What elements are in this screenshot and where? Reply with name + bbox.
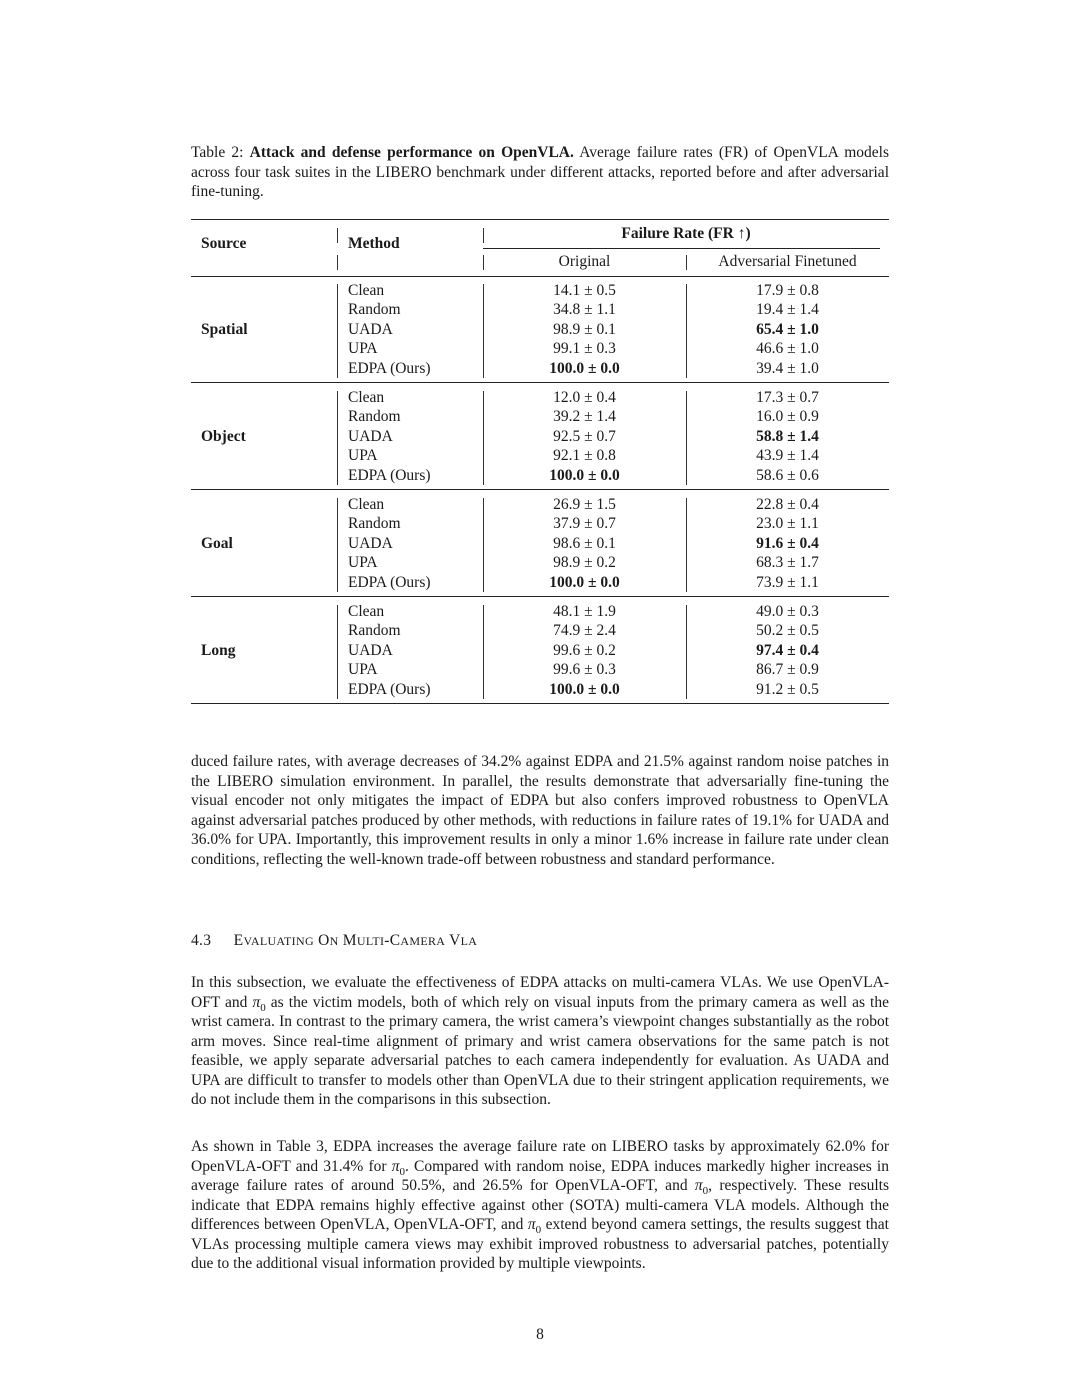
cell-adversarial: 17.9 ± 0.8 xyxy=(756,282,819,299)
table-subheader-rule xyxy=(483,248,880,249)
paragraph-1-text: duced failure rates, with average decreases of 34.2% against EDPA and 21.5% against random noise patches in the LIBERO simulation environment. In parallel, the results demonstrate that adversarially fine-tuning the visual encoder not only mitigates the impact of EDPA but also confers improved robustness to OpenVLA against adversarial patches produced by other methods, with reductions in failure rates of 19.1% for UADA and 36.0% for UPA. Importantly, this improvement results in only a minor 1.6% increase in failure rate under clean conditions, reflecting the well-known trade-off between robustness and standard performance. xyxy=(191,753,889,868)
cell-adversarial: 58.6 ± 0.6 xyxy=(756,466,819,484)
cell-method: Random xyxy=(348,301,401,319)
cell-method: UADA xyxy=(348,320,393,338)
cell-adversarial: 86.7 ± 0.9 xyxy=(756,661,819,679)
paragraph-3-part: , respectively. These results indicate that EDPA remains highly effective against other (SOTA) multi-camera VLA models. Although the differences between OpenVLA, OpenVLA-OFT, and xyxy=(191,1177,889,1233)
cell-method: Clean xyxy=(348,496,385,513)
cell-original: 26.9 ± 1.5 xyxy=(553,496,616,513)
header-adversarial: Adversarial Finetuned xyxy=(718,253,857,270)
cell-original: 92.5 ± 0.7 xyxy=(553,427,616,445)
cell-method: Random xyxy=(348,515,401,533)
column-divider xyxy=(337,605,338,699)
cell-original: 99.6 ± 0.2 xyxy=(553,641,616,659)
cell-original: 14.1 ± 0.5 xyxy=(553,282,616,299)
column-divider xyxy=(337,498,338,592)
table-bottom-rule xyxy=(191,703,889,704)
cell-adversarial: 91.2 ± 0.5 xyxy=(756,680,819,698)
cell-original: 34.8 ± 1.1 xyxy=(553,301,616,319)
header-source: Source xyxy=(201,235,247,252)
column-divider xyxy=(686,391,687,485)
group-rule xyxy=(191,596,889,597)
column-divider xyxy=(686,605,687,699)
cell-source: Goal xyxy=(201,534,233,552)
cell-original: 12.0 ± 0.4 xyxy=(553,389,616,406)
cell-method: EDPA (Ours) xyxy=(348,680,431,698)
paragraph-2-part: as the victim models, both of which rely on visual inputs from the primary camera as well as the wrist camera. In contrast to the primary camera, the wrist camera’s viewpoint changes substantially as the robot arm moves. Since real-time alignment of primary and wrist camera observations for the same patch is not feasible, we apply separate adversarial patches to each camera independently for evaluation. As UADA and UPA are difficult to transfer to models other than OpenVLA due to their stringent application requirements, we do not include them in the comparisons in this subsection. xyxy=(191,993,889,1108)
pi-symbol: π xyxy=(527,1216,536,1233)
section-title: EVALUATING ON MULTI-CAMERA VLA xyxy=(233,932,478,949)
cell-method: UADA xyxy=(348,534,393,552)
paragraph-2-part: In this subsection, we evaluate the effectiveness of EDPA attacks on multi-camera VLAs. We use OpenVLA-OFT and xyxy=(191,974,889,1011)
cell-method: Random xyxy=(348,622,401,640)
column-divider xyxy=(337,284,338,378)
cell-method: UPA xyxy=(348,340,378,358)
cell-adversarial: 22.8 ± 0.4 xyxy=(756,496,819,513)
cell-original: 98.9 ± 0.1 xyxy=(553,320,616,338)
cell-adversarial: 58.8 ± 1.4 xyxy=(756,427,819,445)
cell-original: 99.6 ± 0.3 xyxy=(553,661,616,679)
pi-subscript: 0 xyxy=(535,1224,542,1237)
cell-original: 37.9 ± 0.7 xyxy=(553,515,616,533)
table-header-rule xyxy=(191,276,889,277)
cell-original: 100.0 ± 0.0 xyxy=(549,466,620,484)
cell-adversarial: 50.2 ± 0.5 xyxy=(756,622,819,640)
caption-label: Table 2: xyxy=(191,144,244,161)
cell-adversarial: 68.3 ± 1.7 xyxy=(756,554,819,572)
cell-adversarial: 49.0 ± 0.3 xyxy=(756,603,819,620)
section-heading xyxy=(191,931,889,951)
cell-original: 92.1 ± 0.8 xyxy=(553,447,616,465)
cell-method: EDPA (Ours) xyxy=(348,466,431,484)
cell-original: 98.6 ± 0.1 xyxy=(553,534,616,552)
cell-adversarial: 73.9 ± 1.1 xyxy=(756,573,819,591)
cell-adversarial: 97.4 ± 0.4 xyxy=(756,641,819,659)
cell-method: UADA xyxy=(348,427,393,445)
column-divider xyxy=(686,284,687,378)
cell-original: 100.0 ± 0.0 xyxy=(549,680,620,698)
cell-adversarial: 17.3 ± 0.7 xyxy=(756,389,819,406)
cell-source: Object xyxy=(201,427,246,445)
cell-adversarial: 19.4 ± 1.4 xyxy=(756,301,819,319)
paragraph-2 xyxy=(191,973,889,1110)
column-divider xyxy=(686,498,687,592)
cell-method: Clean xyxy=(348,603,385,620)
paragraph-3-part: As shown in Table 3, EDPA increases the average failure rate on LIBERO tasks by approximately 62.0% for OpenVLA-OFT and 31.4% for xyxy=(191,1138,889,1175)
cell-method: Random xyxy=(348,408,401,426)
pi-symbol: π xyxy=(391,1157,400,1175)
group-rule xyxy=(191,489,889,490)
cell-method: UPA xyxy=(348,554,378,572)
section-number: 4.3 xyxy=(191,932,212,949)
cell-adversarial: 91.6 ± 0.4 xyxy=(756,534,819,552)
cell-method: Clean xyxy=(348,389,385,406)
pi-subscript: 0 xyxy=(702,1185,709,1198)
column-divider xyxy=(337,391,338,485)
header-vline xyxy=(337,255,338,270)
header-failure-rate: Failure Rate (FR ↑) xyxy=(621,225,751,242)
cell-method: UPA xyxy=(348,447,378,465)
cell-source: Spatial xyxy=(201,320,248,338)
paragraph-3-part: extend beyond camera settings, the results suggest that VLAs processing multiple camera views may exhibit improved robustness to adversarial patches, potentially due to the additional visual information provided by multiple viewpoints. xyxy=(191,1216,889,1272)
cell-adversarial: 39.4 ± 1.0 xyxy=(756,359,819,377)
group-rule xyxy=(191,382,889,383)
cell-method: UPA xyxy=(348,661,378,679)
header-original: Original xyxy=(558,253,611,270)
cell-original: 98.9 ± 0.2 xyxy=(553,554,616,572)
cell-adversarial: 43.9 ± 1.4 xyxy=(756,447,819,465)
cell-original: 48.1 ± 1.9 xyxy=(553,603,616,620)
cell-original: 100.0 ± 0.0 xyxy=(549,573,620,591)
cell-method: UADA xyxy=(348,641,393,659)
cell-method: EDPA (Ours) xyxy=(348,359,431,377)
header-vline xyxy=(337,228,338,243)
cell-adversarial: 65.4 ± 1.0 xyxy=(756,320,819,338)
column-divider xyxy=(483,605,484,699)
table-caption xyxy=(191,143,889,202)
cell-original: 100.0 ± 0.0 xyxy=(549,359,620,377)
cell-adversarial: 46.6 ± 1.0 xyxy=(756,340,819,358)
cell-original: 39.2 ± 1.4 xyxy=(553,408,616,426)
column-divider xyxy=(483,284,484,378)
column-divider xyxy=(483,391,484,485)
pi-subscript: 0 xyxy=(260,1001,266,1014)
paragraph-3 xyxy=(191,1137,889,1274)
cell-method: Clean xyxy=(348,282,385,299)
table-top-rule xyxy=(191,219,889,220)
caption-text: Average failure rates (FR) of OpenVLA models across four task suites in the LIBERO benchmark under different attacks, reported before and after adversarial fine-tuning. xyxy=(191,144,889,200)
page-number: 8 xyxy=(536,1326,544,1343)
pi-subscript: 0 xyxy=(399,1165,405,1178)
header-method: Method xyxy=(348,235,400,252)
cell-adversarial: 16.0 ± 0.9 xyxy=(756,408,819,426)
results-table xyxy=(191,219,889,701)
cell-original: 99.1 ± 0.3 xyxy=(553,340,616,358)
cell-original: 74.9 ± 2.4 xyxy=(553,622,616,640)
column-divider xyxy=(483,498,484,592)
cell-source: Long xyxy=(201,641,236,659)
pi-symbol: π xyxy=(252,993,261,1011)
pi-symbol: π xyxy=(694,1177,703,1194)
cell-adversarial: 23.0 ± 1.1 xyxy=(756,515,819,533)
paragraph-1 xyxy=(191,752,889,869)
caption-title: Attack and defense performance on OpenVLA. xyxy=(249,144,574,161)
cell-method: EDPA (Ours) xyxy=(348,573,431,591)
paragraph-3-part: . Compared with random noise, EDPA induces markedly higher increases in average failure rates of around 50.5%, and 26.5% for OpenVLA-OFT, and xyxy=(191,1157,889,1194)
